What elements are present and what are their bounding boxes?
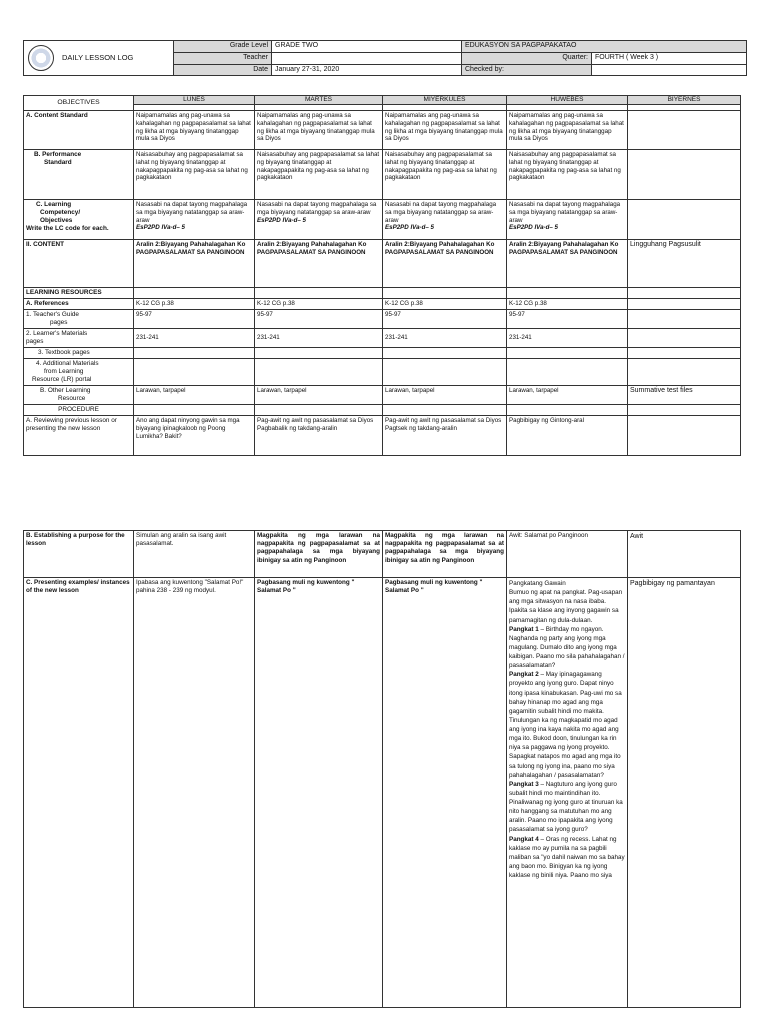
table-cell: Pagbibigay ng Gintong-aral — [507, 416, 628, 456]
group-text: – Oras ng recess. Lahat ng kaklase mo ay pumila na sa pagbili maliban sa "yo dahil naiwan mo sa bahay ang baon mo. Binigyan ka ng iyong kaklase ng binili niya. Paano mo siya — [509, 835, 625, 879]
label-line: pages — [50, 319, 68, 327]
label-line: Write the LC code for each. — [26, 225, 109, 233]
table-cell: 231-241 — [383, 329, 507, 348]
table-cell: Naisasabuhay ang pagpapasalamat sa lahat ng biyayang tinatanggap at nakapagpapakita ng pag-asa sa lahat ng pagkakataon — [383, 150, 507, 200]
table-cell: Simulan ang aralin sa isang awit pasasalamat. — [134, 531, 255, 578]
day-header-martes: MARTES — [255, 96, 383, 105]
teachers-guide-label — [24, 310, 134, 329]
label-line: B. Performance — [34, 151, 82, 159]
log-title: DAILY LESSON LOG — [61, 53, 134, 63]
competency-text: Nasasabi na dapat tayong magpahalaga sa mga biyayang natatanggap sa araw-araw — [385, 201, 497, 224]
textbook-label: 3. Textbook pages — [24, 348, 134, 359]
table-row — [24, 386, 741, 405]
group-label: Pangkat 3 — [509, 780, 539, 788]
label-line: Competency/ — [40, 209, 81, 217]
table-cell: K-12 CG p.38 — [134, 299, 255, 310]
label-line: C. Learning — [36, 201, 72, 209]
table-cell: Aralin 2:Biyayang Pahahalagahan Ko PAGPAPASALAMAT SA PANGINOON — [255, 240, 383, 288]
label-line: Standard — [44, 159, 72, 167]
table-cell: K-12 CG p.38 — [255, 299, 383, 310]
table-cell: Larawan, tarpapel — [255, 386, 383, 405]
table-cell: Ipabasa ang kuwentong "Salamat Po!" pahina 238 - 239 ng modyul. — [134, 578, 255, 1008]
date-label: Date — [174, 64, 272, 76]
competency-label — [24, 200, 134, 240]
table-cell: Pag-awit ng awit ng pasasalamat sa Diyos Pagbabalik ng takdang-aralin — [255, 416, 383, 456]
header-table — [23, 40, 747, 76]
table-cell: Naipamamalas ang pag-unawa sa kahalagahan ng pagpapasalamat sa lahat ng likha at mga biyayang tinatanggap mula sa Diyos — [383, 111, 507, 150]
label-line: Objectives — [40, 217, 73, 225]
group-label: Pangkat 4 — [509, 835, 539, 843]
group-item — [509, 835, 625, 881]
day-header-miyerkules: MIYERKULES — [383, 96, 507, 105]
teacher-value[interactable] — [272, 52, 462, 64]
quarter-label: Quarter: — [462, 52, 592, 64]
group-text: – May ipinagagawang proyekto ang iyong guro. Dapat ninyo itong ipasa kinabukasan. Pag-uwi mo sa bahay hinanap mo agad ang mga gagamitin subalit hindi mo makita. Tinulungan ka ng magkapatid mo agad ang iyong ina kaya nakita mo agad ang mga ito. Bukod doon, tinulungan ka rin niya sa paggawa ng iyong proyekto. Sapagkat natapos mo agad ang mga ito sa tulong ng iyong ina, paano mo siya pahahalagahan / pasasalamatan? — [509, 671, 622, 779]
presenting-label: C. Presenting examples/ instances of the new lesson — [24, 578, 134, 1008]
establishing-label: B. Establishing a purpose for the lesson — [24, 531, 134, 578]
label-line: Resource — [58, 395, 86, 403]
table-row — [24, 359, 741, 386]
table-cell: Ano ang dapat ninyong gawin sa mga biyayang ipinagkaloob ng Poong Lumikha? Bakit? — [134, 416, 255, 456]
checked-by-label: Checked by: — [462, 64, 592, 76]
table-cell: 231-241 — [507, 329, 628, 348]
table-cell: Awit — [628, 531, 741, 578]
table-cell — [628, 416, 741, 456]
group-item — [509, 780, 625, 835]
table-row — [24, 405, 741, 416]
table-cell: Pagbibigay ng pamantayan — [628, 578, 741, 1008]
table-cell: Magpakita ng mga larawan na nagpapakita ng pagpapasalamat sa at pagpapahalaga sa mga biyayang ibinigay sa atin ng Panginoon — [255, 531, 383, 578]
table-cell: Naisasabuhay ang pagpapasalamat sa lahat ng biyayang tinatanggap at nakapagpapakita ng pag-asa sa lahat ng pagkakataon — [255, 150, 383, 200]
table-cell: Pagbasang muli ng kuwentong " Salamat Po " — [383, 578, 507, 1008]
table-cell: Lingguhang Pagsusulit — [628, 240, 741, 288]
competency-text: Nasasabi na dapat tayong magpahalaga sa mga biyayang natatanggap sa araw-araw — [509, 201, 621, 224]
other-resources-label — [24, 386, 134, 405]
table-cell: Aralin 2:Biyayang Pahahalagahan Ko PAGPAPASALAMAT SA PANGINOON — [507, 240, 628, 288]
table-row — [24, 200, 741, 240]
table-row — [24, 240, 741, 288]
table-cell: Naipamamalas ang pag-unawa sa kahalagahan ng pagpapasalamat sa lahat ng likha at mga biyayang tinatanggap mula sa Diyos — [507, 111, 628, 150]
learners-materials-label — [24, 329, 134, 348]
procedure-label: PROCEDURE — [24, 405, 134, 416]
group-activity-title: Pangkatang Gawain — [509, 580, 566, 587]
table-row — [24, 329, 741, 348]
table-cell: K-12 CG p.38 — [507, 299, 628, 310]
label-line: pages — [26, 338, 44, 346]
day-header-lunes: LUNES — [134, 96, 255, 105]
school-logo-cell — [24, 41, 174, 76]
label-line: from Learning — [44, 368, 84, 376]
table-cell: 95-97 — [507, 310, 628, 329]
content-standard-label: A. Content Standard — [24, 111, 134, 150]
table-cell: Summative test files — [628, 386, 741, 405]
table-cell: 95-97 — [383, 310, 507, 329]
table-cell: 95-97 — [134, 310, 255, 329]
teacher-label: Teacher — [174, 52, 272, 64]
table-cell: Naisasabuhay ang pagpapasalamat sa lahat ng biyayang tinatanggap at nakapagpapakita ng pag-asa sa lahat ng pagkakataon — [507, 150, 628, 200]
day-header-biyernes: BIYERNES — [628, 96, 741, 105]
group-text: – Nagtuturo ang iyong guro subalit hindi mo maintindihan ito. Pinaliwanag ng iyong guro at tinuruan ka nito hanggang sa matutuhan mo ang aralin. Paano mo ipapakita ang iyong pasasalamat sa iyong guro? — [509, 780, 623, 834]
table-row — [24, 150, 741, 200]
grade-level-label: Grade Level — [174, 41, 272, 53]
table-cell: Larawan, tarpapel — [383, 386, 507, 405]
performance-standard-label — [24, 150, 134, 200]
group-text: – Birthday mo ngayon. Naghanda ng party ang iyong mga magulang. Dumalo dito ang iyong mga kaibigan. Paano mo sila pahahalagahan / pasasalamatan? — [509, 625, 625, 670]
label-line: 4. Additional Materials — [36, 360, 99, 368]
table-row — [24, 299, 741, 310]
table-cell: 95-97 — [255, 310, 383, 329]
table-row — [24, 111, 741, 150]
table-cell: Naipamamalas ang pag-unawa sa kahalagahan ng pagpapasalamat sa lahat ng likha at mga biyayang tinatanggap mula sa Diyos — [255, 111, 383, 150]
table-cell: Aralin 2:Biyayang Pahahalagahan Ko PAGPAPASALAMAT SA PANGINOON — [383, 240, 507, 288]
deped-seal-icon — [28, 45, 54, 71]
group-item — [509, 625, 625, 671]
table-cell: 231-241 — [255, 329, 383, 348]
group-activity-cell — [507, 578, 628, 1008]
objectives-header: OBJECTIVES — [24, 96, 134, 111]
table-row — [24, 348, 741, 359]
table-row — [24, 416, 741, 456]
group-label: Pangkat 1 — [509, 625, 539, 633]
table-cell: Aralin 2:Biyayang Pahahalagahan Ko PAGPAPASALAMAT SA PANGINOON — [134, 240, 255, 288]
table-cell: Pagbasang muli ng kuwentong " Salamat Po " — [255, 578, 383, 1008]
label-line: B. Other Learning — [40, 387, 91, 395]
content-label: II. CONTENT — [24, 240, 134, 288]
table-cell — [628, 200, 741, 240]
table-cell: Pag-awit ng awit ng pasasalamat sa Diyos Pagtsek ng takdang-aralin — [383, 416, 507, 456]
reviewing-label: A. Reviewing previous lesson or presenting the new lesson — [24, 416, 134, 456]
table-cell — [628, 150, 741, 200]
table-cell: Magpakita ng mga larawan na nagpapakita ng pagpapasalamat sa at pagpapahalaga sa mga biyayang ibinigay sa atin ng Panginoon — [383, 531, 507, 578]
table-cell: Naisasabuhay ang pagpapasalamat sa lahat ng biyayang tinatanggap at nakapagpapakita ng pag-asa sa lahat ng pagkakataon — [134, 150, 255, 200]
table-cell — [628, 111, 741, 150]
lc-code: EsP2PD IVa-d– 5 — [136, 224, 185, 232]
competency-text: Nasasabi na dapat tayong magpahalaga sa mga biyayang natatanggap sa araw-araw — [257, 201, 377, 216]
competency-text: Nasasabi na dapat tayong magpahalaga sa mga biyayang natatanggap sa araw-araw — [136, 201, 248, 224]
lc-code: EsP2PD IVa-d– 5 — [257, 216, 306, 224]
table-cell: Larawan, tarpapel — [134, 386, 255, 405]
table-cell — [134, 200, 255, 240]
table-row — [24, 288, 741, 299]
table-cell: Naipamamalas ang pag-unawa sa kahalagahan ng pagpapasalamat sa lahat ng likha at mga biyayang tinatanggap mula sa Diyos — [134, 111, 255, 150]
table-cell: Larawan, tarpapel — [507, 386, 628, 405]
table-cell — [383, 200, 507, 240]
quarter-value[interactable]: FOURTH ( Week 3 ) — [592, 52, 747, 64]
day-header-huwebes: HUWEBES — [507, 96, 628, 105]
label-line: 1. Teacher's Guide — [26, 311, 79, 319]
lesson-table-page-1 — [23, 95, 741, 456]
group-activity-intro: Bumuo ng apat na pangkat. Pag-usapan ang mga sitwasyon na nasa ibaba. Ipakita sa klase ang inyong gagawin sa pamamagitan ng dula-dulaan. — [509, 589, 623, 624]
table-row — [24, 531, 741, 578]
checked-by-value[interactable] — [592, 64, 747, 76]
table-row — [24, 578, 741, 1008]
additional-materials-label — [24, 359, 134, 386]
label-line: 2. Learner's Materials — [26, 330, 88, 338]
table-cell — [507, 200, 628, 240]
table-cell: K-12 CG p.38 — [383, 299, 507, 310]
table-row — [24, 310, 741, 329]
label-line: Resource (LR) portal — [32, 376, 92, 384]
date-value[interactable]: January 27-31, 2020 — [272, 64, 462, 76]
table-cell: Awit: Salamat po Panginoon — [507, 531, 628, 578]
grade-level-value[interactable]: GRADE TWO — [272, 41, 462, 53]
table-cell: 231-241 — [134, 329, 255, 348]
lc-code: EsP2PD IVa-d– 5 — [509, 224, 558, 232]
lesson-table-page-2 — [23, 530, 741, 1008]
lc-code: EsP2PD IVa-d– 5 — [385, 224, 434, 232]
learning-resources-label: LEARNING RESOURCES — [24, 288, 134, 299]
table-cell — [255, 200, 383, 240]
group-item — [509, 670, 625, 780]
references-label: A. References — [24, 299, 134, 310]
subject-value[interactable]: EDUKASYON SA PAGPAPAKATAO — [462, 41, 747, 53]
group-label: Pangkat 2 — [509, 671, 539, 679]
